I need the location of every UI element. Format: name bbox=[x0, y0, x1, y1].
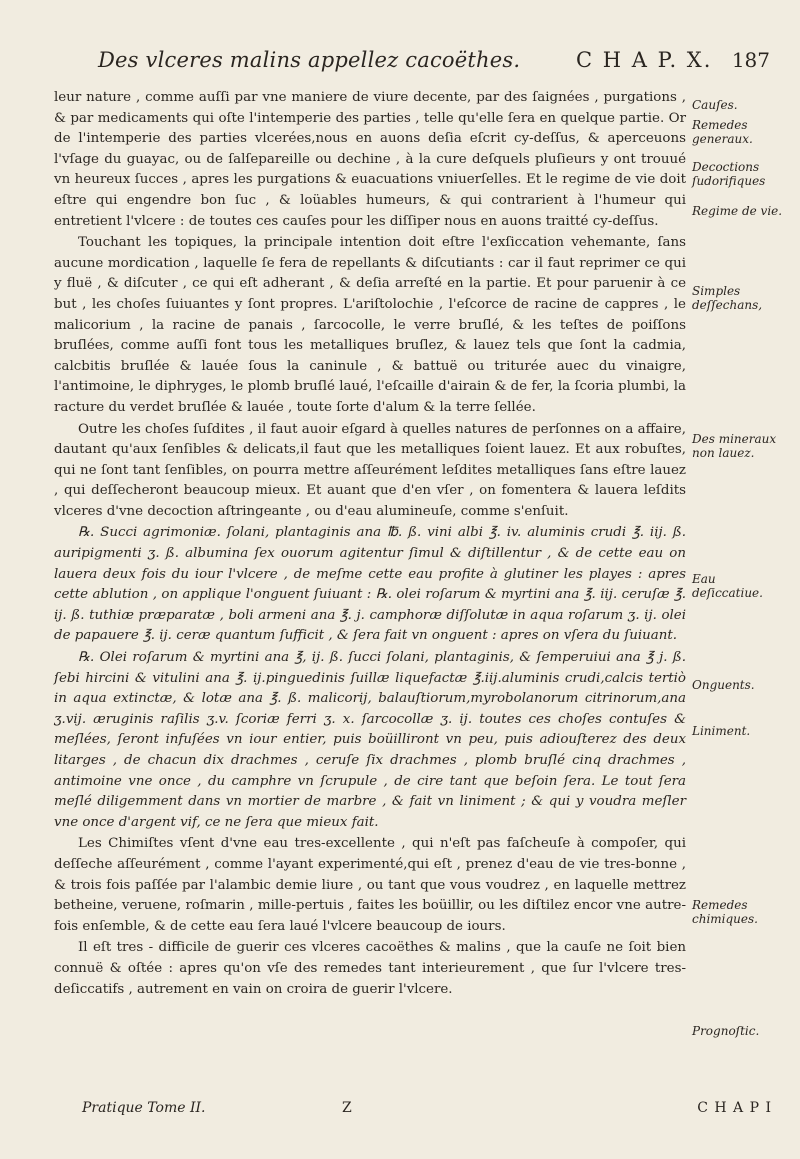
paragraph: Il eſt tres - difficile de guerir ces vlceres cacoëthes & malins , que la cauſe ne ſoit bien connuë & oſtée : apres qu'on vſe des remedes tant interieurement , que ſur l'vlcere tres-deſiccatifs , autrement en vain on croira de guerir l'vlcere. bbox=[54, 940, 686, 997]
signature-mark: Z bbox=[342, 1100, 352, 1116]
marginal-note: Simples deſſechans, bbox=[692, 284, 763, 312]
paragraph: Les Chimiſtes vſent d'vne eau tres-excellente , qui n'eſt pas faſcheuſe à compoſer, qui deſſeche aſſeurément , comme l'ayant experimenté,qui eſt , prenez d'eau de vie tres-bonne , & trois fois paſſée par l'alambic demie liure , ou tant que vous voudrez , en laquelle mettrez betheine, veruene, roſmarin , mille-pertuis , faites les boüillir, ou les diſtilez encor vne autre-fois enſemble, & de cette eau ſera laué l'vlcere beaucoup de iours. bbox=[54, 836, 686, 934]
marginal-note: Des mineraux non lauez. bbox=[692, 432, 777, 460]
recipe-paragraph: ℞. Olei roſarum & myrtini ana ℥, ij. ß. ſucci ſolani, plantaginis, & ſemperuiui ana ℥ j. ß. ſebi hircini & vitulini ana ℥. ij.pinguedinis ſuillæ liquefactæ ℥.iij.aluminis crudi,calcis tertiò in aqua extinctæ, & lotæ ana ℥. ß. malicorij, balauſtiorum,myrobolanorum citrinorum,ana ʒ.vij. æruginis raſilis ʒ.v. ſcoriæ ferri ʒ. x. ſarcocollæ ʒ. ij. toutes ces choſes contuſes & meſlées, ſeront infuſées vn iour entier, puis boüilliront vn peu, puis adiouſterez des deux litarges , de chacun dix drachmes , ceruſe ſix drachmes , plomb bruſlé cinq drachmes , antimoine vne once , du camphre vn ſcrupule , de cire tant que beſoin ſera. Le tout ſera meſlé diligemment dans vn mortier de marbre , & fait vn liniment ; & qui y voudra meſler vne once d'argent vif, ce ne ſera que mieux fait. bbox=[54, 650, 686, 830]
page-footer bbox=[82, 1100, 772, 1124]
marginal-note: Onguents. bbox=[692, 678, 755, 692]
marginal-note: Cauſes. bbox=[692, 98, 738, 112]
page-number: 187 bbox=[731, 48, 770, 72]
marginal-note: Liniment. bbox=[692, 724, 751, 738]
volume-label: Pratique Tome II. bbox=[82, 1100, 206, 1116]
marginal-note: Remedes chimiques. bbox=[692, 898, 758, 926]
catchword: C H A P I bbox=[697, 1100, 772, 1116]
marginal-note: Prognoſtic. bbox=[692, 1024, 760, 1038]
marginal-note: Regime de vie. bbox=[692, 204, 783, 218]
paragraph: leur nature , comme auſſi par vne maniere de viure decente, par des ſaignées , purgations , & par medicaments qui oſte l'intemperie des parties , telle qu'elle ſera en quelque partie. Or de l'intemperie des parties vlcerées,nous en auons deſia eſcrit cy-deſſus, & aperceuons l'vſage du guayac, ou de ſalſepareille ou dechine , à la cure deſquels pluſieurs y ont trouué vn heureux ſucces , apres les purgations & euacuations vniuerſelles. Et le regime de vie doit eſtre qui engendre bon ſuc , & loüables humeurs, & qui contrarient à l'humeur qui entretient l'vlcere : de toutes ces cauſes pour les diſſiper nous en auons traitté cy-deſſus. bbox=[54, 90, 686, 229]
paragraph: Outre les choſes ſuſdites , il faut auoir eſgard à quelles natures de perſonnes on a affaire, dautant qu'aux ſenſibles & delicats,il faut que les metalliques ſoient lauez. Et aux robuſtes, qui ne ſont tant ſenſibles, on pourra mettre aſſeurément leſdites metalliques ſans eſtre lauez , qui deſſecheront beaucoup mieux. Et auant que d'en vſer , on fomentera & lauera leſdits vlceres d'vne decoction aſtringeante , ou d'eau alumineuſe, comme s'enſuit. bbox=[54, 421, 686, 519]
marginal-note: Eau deſiccatiue. bbox=[692, 572, 763, 600]
chapter-label: C H A P. X. bbox=[576, 48, 713, 72]
running-header bbox=[98, 44, 770, 84]
marginal-note: Remedes generaux. bbox=[692, 118, 753, 146]
paragraph: Touchant les topiques, la principale intention doit eſtre l'exſiccation vehemante, ſans aucune mordication , laquelle ſe fera de repellants & diſcutiants : car il faut reprimer ce qui y fluë , & diſcuter , ce qui eſt adherant , & deſia arreſté en la partie. Et pour paruenir à ce but , les choſes ſuiuantes y ſont propres. L'ariſtolochie , l'eſcorce de racine de cappres , le malicorium , la racine de panais , ſarcocolle, le verre bruſlé, & les teſtes de poiſſons bruſlées, comme auſſi font tous les metalliques bruſlez, & lauez tels que ſont la cadmia, calcbitis bruſlée & lauée ſous la caninule , & battuë ou triturée auec du vinaigre, l'antimoine, le diphryges, le plomb bruſlé laué, l'eſcaille d'airain & de fer, la ſcoria plumbi, la racture du verdet bruſlée & lauée , toute ſorte d'alum & la terre ſellée. bbox=[54, 235, 686, 415]
recipe-paragraph: ℞. Succi agrimoniæ. ſolani, plantaginis ana ℔. ß. vini albi ℥. iv. aluminis crudi ℥. iij. ß. auripigmenti ʒ. ß. albumina ſex ouorum agitentur ſimul & diſtillentur , & de cette eau on lauera deux fois du iour l'vlcere , de meſme cette eau profite à glutiner les playes : apres cette ablution , on applique l'onguent ſuiuant : ℞. olei roſarum & myrtini ana ℥. iij. ceruſæ ℥. ij. ß. tuthiæ præparatæ , boli armeni ana ℥. j. camphoræ diſſolutæ in aqua roſarum ʒ. ij. olei de papauere ℥. ij. ceræ quantum ſufficit , & ſera fait vn onguent : apres on vſera du ſuiuant. bbox=[54, 525, 686, 644]
marginal-note: Decoctions ſudorifiques bbox=[692, 160, 766, 188]
running-title: Des vlceres malins appellez cacoëthes. bbox=[98, 48, 521, 72]
main-text bbox=[54, 88, 686, 1000]
